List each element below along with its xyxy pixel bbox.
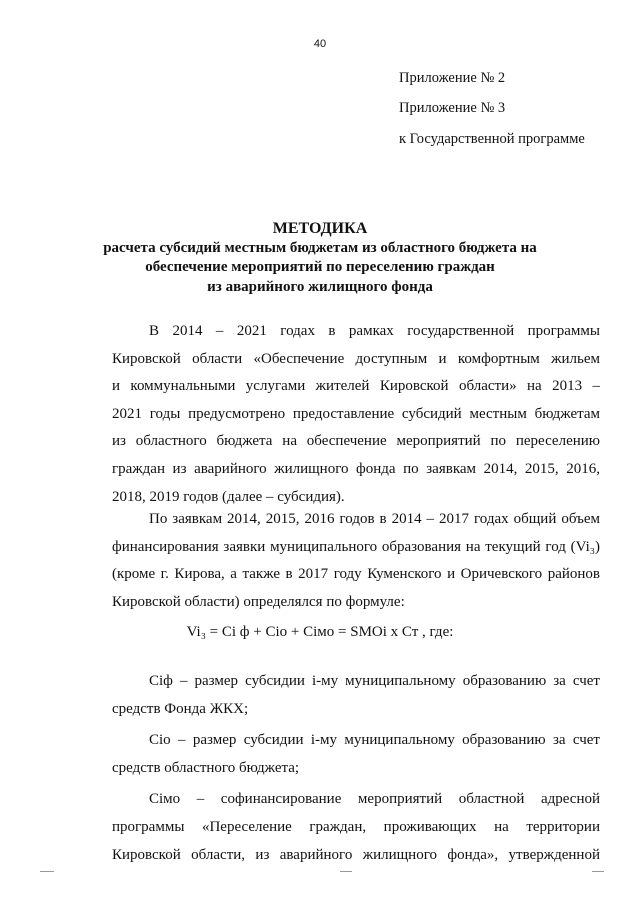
title-sub-3: из аварийного жилищного фонда [207, 278, 433, 295]
page-number: 40 [313, 38, 327, 50]
text-line: Ciмо – софинансирование мероприятий областной адресной [149, 791, 600, 808]
text-line: программы «Переселение граждан, проживающих на территории [112, 818, 600, 835]
text-line: 2021 годы предусмотрено предоставление субсидий местным бюджетам [112, 405, 600, 422]
text-line: из областного бюджета на обеспечение мероприятий по переселению [112, 433, 600, 450]
text-line: В 2014 – 2021 годах в рамках государственной программы [149, 323, 600, 339]
text-line: По заявкам 2014, 2015, 2016 годов в 2014 – 2017 годах общий объем [149, 511, 600, 527]
text-line: Ciф – размер субсидии i-му муниципальному образованию за счет [149, 673, 600, 689]
definition-cif [112, 668, 600, 723]
text-line: и коммунальными услугами жителей Кировской области» на 2013 – [112, 378, 600, 395]
text-line: финансирования заявки муниципального образования на текущий год (Vi₃) [112, 538, 600, 555]
scan-speck [40, 871, 54, 872]
text-line: граждан из аварийного жилищного фонда по заявкам 2014, 2015, 2016, [112, 460, 600, 477]
title-sub-2: обеспечение мероприятий по переселению граждан [145, 259, 495, 275]
text-line: Кировской области «Обеспечение доступным и комфортным жильем [112, 350, 600, 367]
scan-speck [340, 871, 352, 872]
scan-speck [592, 871, 604, 872]
text-line: Кировской области) определялся по формуле: [112, 593, 405, 610]
definition-cio [112, 727, 600, 782]
definitions [112, 668, 600, 873]
scan-artifacts [0, 871, 640, 875]
appendix-line-3: к Государственной программе [399, 131, 585, 147]
document-title [100, 219, 540, 297]
title-main: МЕТОДИКА [272, 220, 368, 237]
formula: Vi₃ = Ci ф + Ciо + Ciмо = SМОi х Ст , где: [186, 624, 454, 640]
paragraph-1 [112, 318, 600, 511]
text-line: средств областного бюджета; [112, 759, 300, 776]
text-line: Ciо – размер субсидии i-му муниципальному образованию за счет [149, 732, 600, 749]
title-sub-1: расчета субсидий местным бюджетам из областного бюджета на [103, 239, 537, 256]
paragraph-2 [112, 506, 600, 616]
definition-cimo [112, 786, 600, 869]
text-line: средств Фонда ЖКХ; [112, 700, 249, 717]
appendix-line-1: Приложение № 2 [399, 70, 506, 86]
text-line: (кроме г. Кирова, а также в 2017 году Куменского и Оричевского районов [112, 566, 600, 583]
appendix-line-2: Приложение № 3 [399, 100, 506, 116]
text-line: 2018, 2019 годов (далее – субсидия). [112, 488, 345, 505]
text-line: Кировской области, из аварийного жилищного фонда», утвержденной [112, 846, 600, 863]
